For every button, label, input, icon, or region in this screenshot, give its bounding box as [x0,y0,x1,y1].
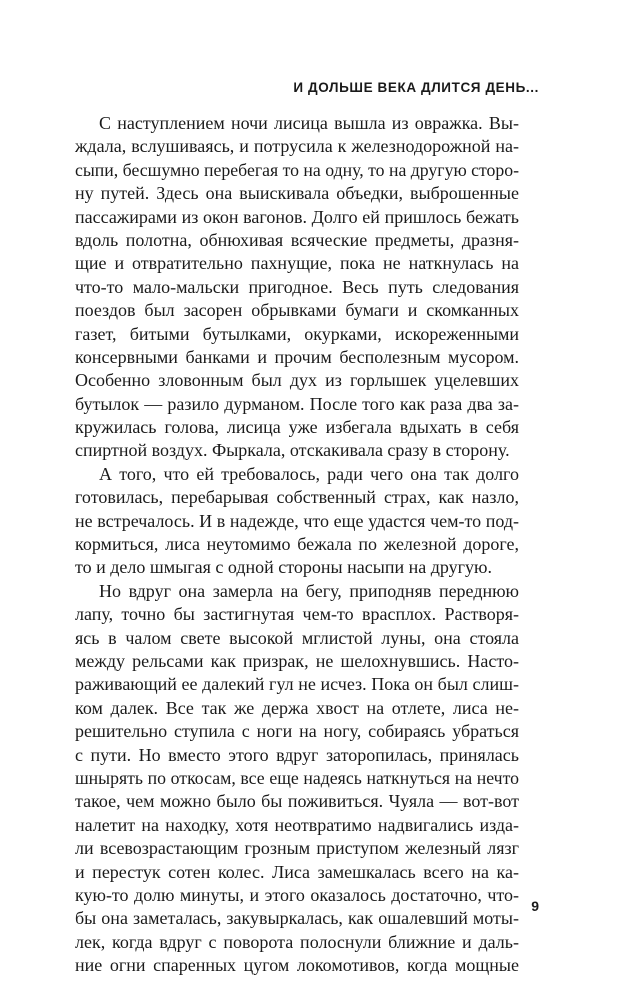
text-line: с пути. Но вместо этого вдруг заторопилась, принялась [75,744,519,765]
text-line: А того, что ей требовалось, ради чего она так долго [99,463,519,484]
page-number: 9 [531,898,539,914]
text-line: кружилась голова, лисица уже избегала вдыхать в себя [75,417,519,438]
text-line: пассажирами из окон вагонов. Долго ей пришлось бежать [75,206,519,227]
text-line: спиртной воздух. Фыркала, отскакивала сразу в сторону. [75,440,510,461]
text-line: Но вдруг она замерла на бегу, приподняв переднюю [99,580,519,601]
text-line: то и дело шмыгая с одной стороны насыпи на другую. [75,557,492,578]
text-line: такое, чем можно было бы поживиться. Чуяла — вот-вот [75,791,519,812]
body-text [75,112,519,977]
text-line: поездов был засорен обрывками бумаги и скомканных [75,300,519,321]
text-line: бутылок — разило дурманом. После того как раза два за- [75,393,519,414]
text-line: Особенно зловонным был дух из горлышек уцелевших [75,370,519,391]
text-line: готовилась, перебарывая собственный страх, как назло, [75,487,519,508]
text-line: ли всевозрастающим грозным приступом железный лязг [75,838,519,859]
text-line: решительно ступила с ноги на ногу, собираясь убраться [75,721,519,742]
text-line: ну путей. Здесь она выискивала объедки, выброшенные [75,183,519,204]
text-line: кормиться, лиса неутомимо бежала по железной дороге, [75,534,519,555]
text-line: вдоль полотна, обнюхивая всяческие предметы, дразня- [75,229,519,250]
text-line: сыпи, бесшумно перебегая то на одну, то на другую сторо- [75,159,520,180]
text-line: лек, когда вдруг с поворота полоснули ближние и даль- [75,931,519,952]
text-line: ние огни спаренных цугом локомотивов, когда мощные [75,955,519,976]
text-line: ком далек. Все так же держа хвост на отлете, лиса не- [75,697,519,718]
text-line: и перестук сотен колес. Лиса замешкалась всего на ка- [75,861,519,882]
text-line: консервными банками и прочим бесполезным мусором. [75,346,519,367]
text-line: между рельсами как призрак, не шелохнувшись. Насто- [75,650,519,671]
text-line: что-то мало-мальски пригодное. Весь путь следования [75,276,519,297]
text-line: шнырять по откосам, все еще надеясь наткнуться на нечто [75,767,519,788]
text-line: налетит на находку, хотя неотвратимо надвигались изда- [75,814,519,835]
text-line: ясь в чалом свете высокой мглистой луны, она стояла [75,627,519,648]
text-line: не встречалось. И в надежде, что еще удастся чем-то под- [75,510,519,531]
text-line: бы она заметалась, закувыркалась, как ошалевший моты- [75,908,519,929]
text-line: лапу, точно бы застигнутая чем-то врасплох. Растворя- [75,604,519,625]
text-line: раживающий ее далекий гул не исчез. Пока он был слиш- [75,674,519,695]
text-line: С наступлением ночи лисица вышла из овражка. Вы- [99,113,519,133]
text-line: кую-то долю минуты, и этого оказалось достаточно, что- [75,884,519,905]
running-title: И ДОЛЬШЕ ВЕКА ДЛИТСЯ ДЕНЬ... [293,80,539,95]
text-line: ждала, вслушиваясь, и потрусила к железнодорожной на- [75,136,519,157]
text-line: газет, битыми бутылками, окурками, искореженными [75,323,519,344]
text-line: щие и отвратительно пахнущие, пока не наткнулась на [75,253,519,274]
